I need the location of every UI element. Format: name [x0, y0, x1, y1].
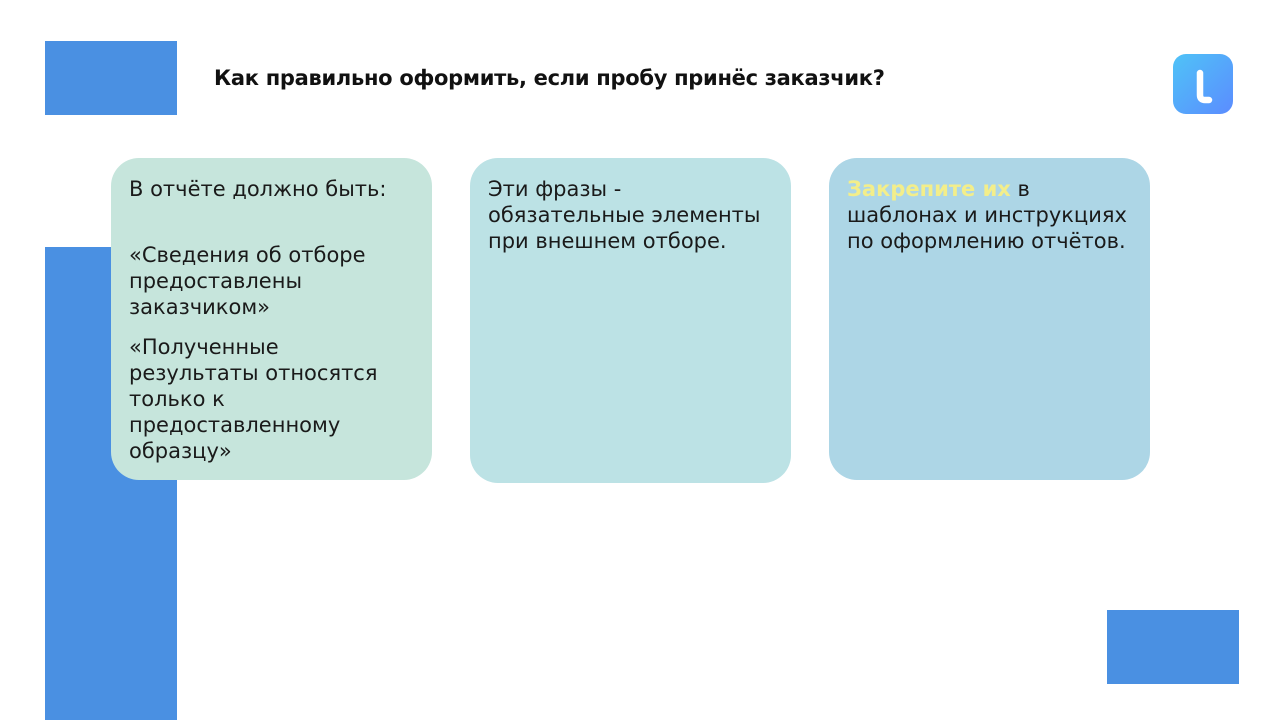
decorative-block-top-left — [45, 41, 177, 115]
card-quote: «Полученные результаты относятся только к предоставленному образцу» — [129, 335, 378, 463]
card-highlight-text: Закрепите их — [847, 177, 1011, 201]
card-report-requirements — [111, 158, 432, 480]
card-text: Эти фразы - обязательные элементы при внешнем отборе. — [488, 177, 761, 253]
card-quote: «Сведения об отборе предоставлены заказчиком» — [129, 243, 366, 319]
slide-title: Как правильно оформить, если пробу принёс заказчик? — [214, 66, 885, 90]
card-mandatory-phrases — [470, 158, 791, 483]
card-text: в шаблонах и инструкциях по оформлению отчётов. — [847, 177, 1127, 253]
card-text-wrapper — [847, 176, 1132, 254]
card-templates — [829, 158, 1150, 480]
app-logo-icon — [1173, 54, 1233, 114]
decorative-block-bottom-right — [1107, 610, 1239, 684]
card-heading: В отчёте должно быть: — [129, 177, 387, 201]
